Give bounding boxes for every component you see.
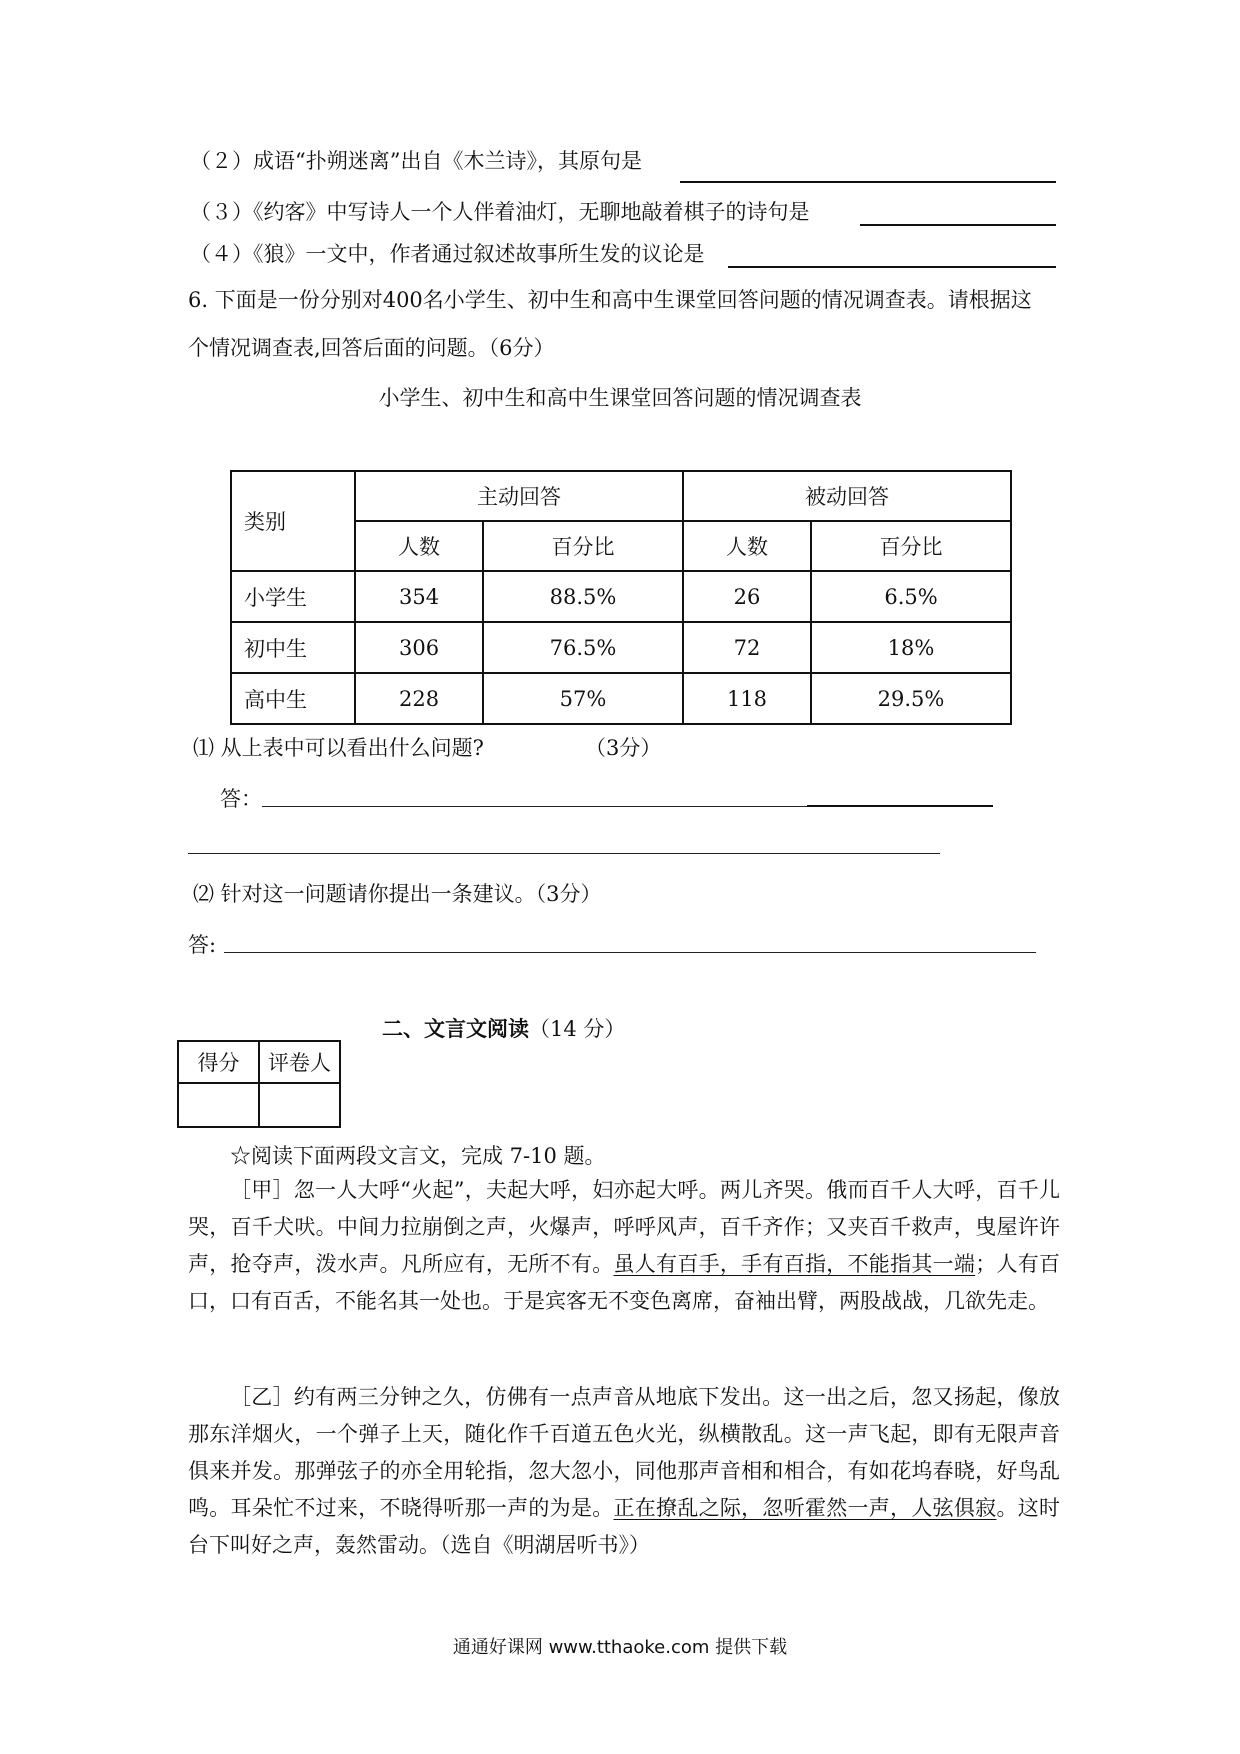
survey-table (230, 470, 1012, 725)
sub-header: 百分比 (483, 521, 683, 571)
question6-intro-line2: 个情况调查表,回答后面的问题。（6分） (188, 336, 555, 360)
table-cell: 57% (483, 673, 683, 724)
passage-jia-text: 忽一人大呼“火起”，夫起大呼，妇亦起大呼。两儿齐哭。俄而百千人大呼，百千儿哭，百千犬吠。中间力拉崩倒之声，火爆声，呼呼风声，百千齐作；又夹百千救声，曳屋许许声，抢夺声，泼水声。凡所应有，无所不有。 (188, 1178, 1061, 1276)
passage-yi-underlined: 正在撩乱之际，忽听霍然一声，人弦俱寂 (613, 1496, 997, 1520)
question6-intro-line1: 6. 下面是一份分别对400名小学生、初中生和高中生课堂回答问题的情况调查表。请根据这 (188, 288, 1032, 312)
answer2-label: 答: (188, 933, 217, 957)
sub-question-2: ⑵ 针对这一问题请你提出一条建议。（3分） (193, 882, 602, 906)
table-cell: 18% (811, 622, 1011, 673)
table-cell: 29.5% (811, 673, 1011, 724)
group-header-passive: 被动回答 (683, 471, 1011, 521)
passage-jia-label: ［甲］ (230, 1178, 294, 1202)
sub-header: 人数 (683, 521, 811, 571)
passage-yi-text: 约有两三分钟之久，仿佛有一点声音从地底下发出。这一出之后，忽又扬起，像放那东洋烟火，一个弹子上天，随化作千百道五色火光，纵横散乱。这一声飞起，即有无限声音俱来并发。那弹弦子的亦全用轮指，忽大忽小，同他那声音相和相合，有如花坞春晓，好鸟乱鸣。耳朵忙不过来，不晓得听那一声的为是。 (188, 1385, 1061, 1520)
passage-jia (188, 1172, 1060, 1320)
table-cell: 76.5% (483, 622, 683, 673)
score-header: 得分 (178, 1041, 259, 1083)
table-cell: 72 (683, 622, 811, 673)
sub-question-1: ⑴ 从上表中可以看出什么问题? (193, 736, 484, 760)
passage-yi (188, 1379, 1060, 1564)
grader-header: 评卷人 (259, 1041, 340, 1083)
fill-in-q3: （３）《约客》中写诗人一个人伴着油灯，无聊地敲着棋子的诗句是 (190, 200, 810, 224)
passage-jia-text-cont: ；人有百口，口有百舌，不能名其一处也。于是宾客无不变色离席，奋袖出臂，两股战战，几欲先走。 (188, 1252, 1061, 1313)
answer1-line-end[interactable] (807, 805, 993, 807)
answer-blank-q2[interactable] (680, 181, 1056, 183)
sub-header: 人数 (355, 521, 483, 571)
answer2-line[interactable] (224, 952, 1036, 953)
table-cell: 118 (683, 673, 811, 724)
section2-points: （14 分） (529, 1017, 626, 1041)
row-label: 初中生 (231, 622, 355, 673)
page-footer: 通通好课网 www.tthaoke.com 提供下载 (452, 1637, 788, 1658)
table-row (231, 673, 1011, 724)
passage-yi-text-cont: 。这时台下叫好之声，轰然雷动。（选自《明湖居听书》） (188, 1496, 1061, 1557)
answer1-line2[interactable] (188, 853, 940, 854)
reading-instruction: ☆阅读下面两段文言文，完成 7-10 题。 (230, 1144, 606, 1168)
section2-heading (382, 1015, 625, 1043)
passage-yi-label: ［乙］ (230, 1385, 294, 1409)
category-header: 类别 (231, 471, 355, 571)
table-cell: 6.5% (811, 571, 1011, 622)
answer-blank-q3[interactable] (860, 224, 1056, 226)
section2-title: 二、文言文阅读 (382, 1017, 529, 1041)
answer1-label: 答： (220, 787, 262, 811)
table-cell: 354 (355, 571, 483, 622)
table-cell: 228 (355, 673, 483, 724)
table-row (231, 622, 1011, 673)
answer1-line[interactable] (262, 806, 807, 807)
row-label: 小学生 (231, 571, 355, 622)
score-cell[interactable] (178, 1083, 259, 1127)
table-cell: 26 (683, 571, 811, 622)
survey-table-title: 小学生、初中生和高中生课堂回答问题的情况调查表 (378, 386, 862, 410)
row-label: 高中生 (231, 673, 355, 724)
table-row (231, 571, 1011, 622)
grader-cell[interactable] (259, 1083, 340, 1127)
score-table (177, 1040, 341, 1128)
table-cell: 306 (355, 622, 483, 673)
fill-in-q2: （２）成语“扑朔迷离”出自《木兰诗》，其原句是 (190, 149, 642, 173)
sub-question-1-points: （3分） (585, 736, 662, 760)
table-cell: 88.5% (483, 571, 683, 622)
sub-header: 百分比 (811, 521, 1011, 571)
group-header-active: 主动回答 (355, 471, 683, 521)
fill-in-q4: （４）《狼》一文中，作者通过叙述故事所生发的议论是 (190, 242, 705, 266)
answer-blank-q4[interactable] (728, 266, 1056, 268)
passage-jia-underlined: 虽人有百手，手有百指，不能指其一端 (613, 1252, 976, 1276)
